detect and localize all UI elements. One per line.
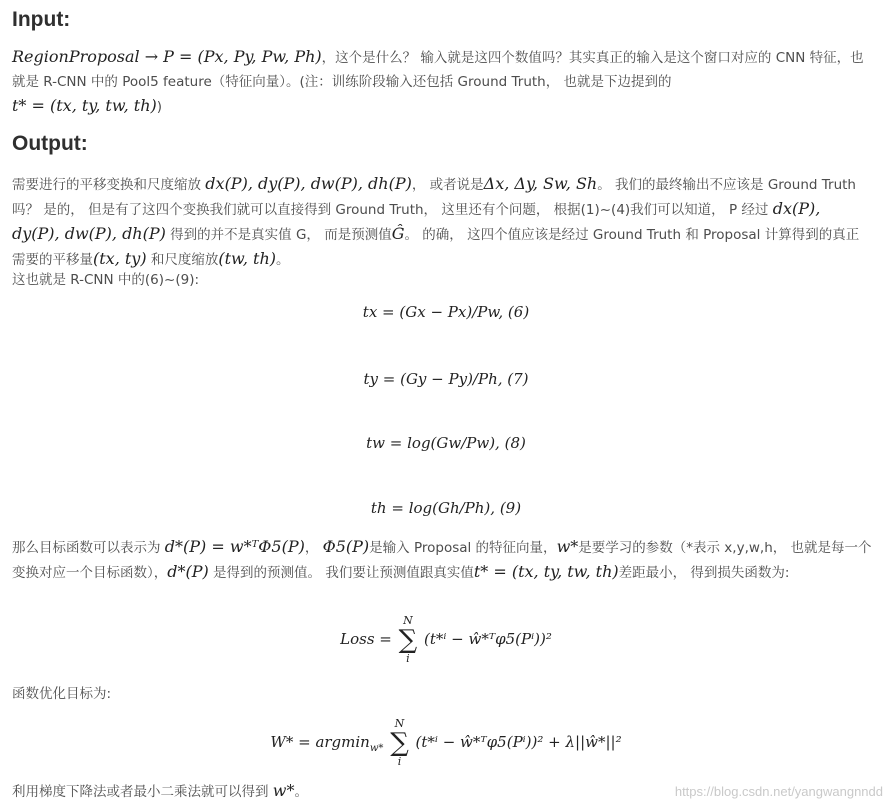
- objective-text-6: 差距最小， 得到损失函数为:: [618, 565, 790, 581]
- input-text-1: ，这个是什么？ 输入就是这四个数值吗？其实真正的输入是这个窗口对应的 CNN 特征，也就是 R-CNN 中的 Pool5 feature（特征向量）。(注：训练阶段输入还包括 Ground Truth， 也就是下边提到的: [12, 50, 864, 90]
- final-text-2: 。: [294, 784, 308, 800]
- final-text-1: 利用梯度下降法或者最小二乘法就可以得到: [12, 784, 273, 800]
- objective-text-5: 是得到的预测值。 我们要让预测值跟真实值: [208, 565, 474, 581]
- objective-text-2: ，: [304, 540, 323, 556]
- optimization-equation: [12, 718, 880, 768]
- watermark: https://blog.csdn.net/yangwangnndd: [674, 784, 883, 799]
- equation-8: [12, 434, 880, 452]
- loss-rhs: (t*ⁱ − ŵ*ᵀφ5(Pⁱ))²: [423, 630, 552, 648]
- equation-9-text: th = log(Gh/Ph), (9): [370, 499, 522, 517]
- math-twth: (tw, th): [218, 249, 276, 268]
- output-text-4: 得到的并不是真实值 G， 而是预测值: [165, 227, 392, 243]
- output-text-6: 和尺度缩放: [146, 252, 219, 268]
- output-text-1: 需要进行的平移变换和尺度缩放: [12, 177, 206, 193]
- input-paragraph: [12, 45, 872, 119]
- input-heading: Input:: [12, 8, 71, 31]
- math-t-star-2: t* = (tx, ty, tw, th): [473, 562, 619, 581]
- output-text-2: ， 或者说是: [411, 177, 484, 193]
- rcnn-line: 这也就是 R-CNN 中的(6)~(9):: [12, 272, 200, 288]
- math-d-star: d*(P): [167, 562, 209, 581]
- math-g-hat: Ĝ: [391, 224, 405, 243]
- math-phi5: Φ5(P): [322, 537, 370, 556]
- objective-text-3: 是输入 Proposal 的特征向量，: [369, 540, 557, 556]
- math-d-transforms-2: dx(P), dy(P), dw(P), dh(P): [12, 199, 821, 243]
- sum-upper: N: [403, 614, 413, 627]
- optimization-label: 函数优化目标为:: [12, 686, 112, 702]
- sum-upper-2: N: [394, 717, 405, 730]
- math-t-star: t* = (tx, ty, tw, th): [12, 96, 157, 115]
- equation-8-text: tw = log(Gw/Pw), (8): [366, 434, 526, 452]
- equation-6-text: tx = (Gx − Px)/Pw, (6): [362, 303, 530, 321]
- opt-lhs: W* = argmin: [270, 733, 370, 751]
- sigma-icon: ∑: [398, 625, 418, 655]
- sum-symbol: [399, 615, 418, 665]
- math-objective: d*(P) = w*ᵀΦ5(P): [164, 537, 305, 556]
- sum-lower-2: i: [397, 755, 402, 768]
- math-w-star: w*: [556, 537, 579, 556]
- opt-sub: w*: [369, 743, 384, 754]
- sum-lower: i: [406, 652, 410, 665]
- output-paragraph: [12, 172, 872, 272]
- output-text-7: 。: [276, 252, 290, 268]
- output-text-5: 。 的确， 这四个值应该是经过 Ground Truth 和 Proposal 计算得到的真正需要的平移量: [12, 227, 860, 268]
- loss-lhs: Loss =: [340, 630, 392, 648]
- sum-symbol-2: [390, 718, 409, 768]
- equation-7-text: ty = (Gy − Py)/Ph, (7): [363, 370, 529, 388]
- equation-6: [12, 303, 880, 321]
- math-w-star-final: w*: [272, 781, 295, 800]
- math-d-transforms: dx(P), dy(P), dw(P), dh(P): [205, 174, 412, 193]
- equation-7: [12, 370, 880, 388]
- input-text-2: ): [156, 99, 163, 115]
- math-delta: Δx, Δy, Sw, Sh: [483, 174, 598, 193]
- objective-text-4: 是要学习的参数（*表示 x,y,w,h， 也就是每一个变换对应一个目标函数），: [12, 540, 872, 581]
- sigma-icon: ∑: [390, 728, 409, 758]
- loss-equation: [12, 615, 880, 665]
- output-heading: Output:: [12, 132, 88, 155]
- objective-paragraph: [12, 535, 872, 585]
- math-region-proposal: RegionProposal → P = (Px, Py, Pw, Ph): [12, 47, 322, 66]
- objective-text-1: 那么目标函数可以表示为: [12, 540, 165, 556]
- opt-rhs: (t*ⁱ − ŵ*ᵀφ5(Pⁱ))² + λ||ŵ*||²: [415, 733, 622, 751]
- math-txty: (tx, ty): [93, 249, 147, 268]
- equation-9: [12, 499, 880, 517]
- output-text-3: 。 我们的最终输出不应该是 Ground Truth 吗？ 是的， 但是有了这四个变换我们就可以直接得到 Ground Truth， 这里还有个问题， 根据(1)~(4)我们可以知道， P 经过: [12, 177, 856, 218]
